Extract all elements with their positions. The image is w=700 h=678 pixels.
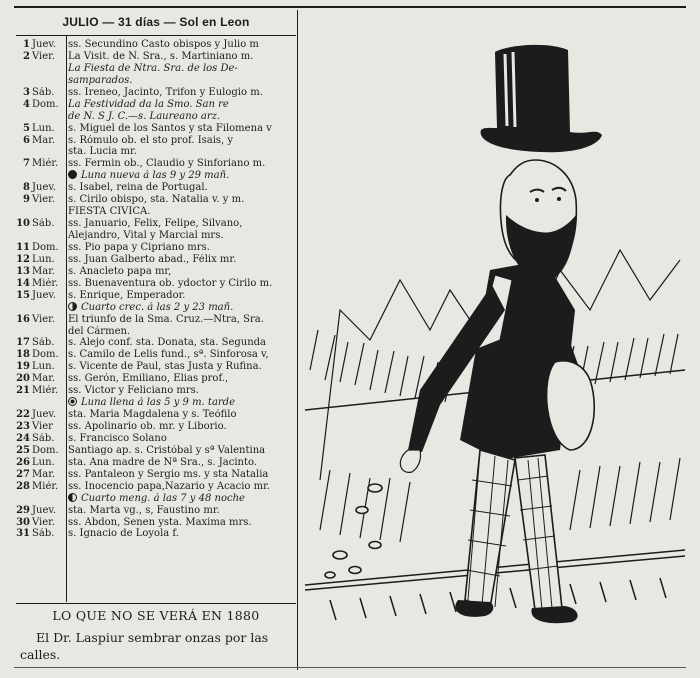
- weekday: Mar.: [32, 134, 56, 146]
- saints-entry: [66, 290, 296, 302]
- entry-text: ss. Fermin ob., Claudio y Sinforiano m.: [68, 158, 266, 170]
- day-number: 24: [16, 432, 30, 444]
- column-separator: [297, 10, 298, 670]
- saints-entry: [66, 397, 296, 409]
- entry-text: s. Isabel, reina de Portugal.: [68, 182, 208, 194]
- weekday: Miér.: [32, 158, 59, 170]
- weekday: [30, 230, 66, 242]
- saints-entry: [66, 87, 296, 99]
- day-number: 9: [23, 194, 30, 206]
- entry-text: La Visit. de N. Sra., s. Martiniano m.: [68, 50, 254, 62]
- entry-text: s. Vicente de Paul, stas Justa y Rufina.: [68, 361, 262, 373]
- entry-text: s. Enrique, Emperador.: [68, 289, 186, 301]
- entry-text: s. Cirilo obispo, sta. Natalia v. y m.: [68, 194, 245, 206]
- day-number: 6: [23, 134, 30, 146]
- weekday: Miér.: [32, 385, 59, 397]
- saints-entry: [66, 409, 296, 421]
- weekday: Miér.: [32, 480, 59, 492]
- entry-text: ss. Buenaventura ob. ydoctor y Cirilo m.: [68, 277, 273, 289]
- bottom-rule: [14, 667, 686, 668]
- day-number: 13: [16, 265, 30, 277]
- entry-text: Luna llena á las 5 y 9 m. tarde: [81, 397, 235, 409]
- entry-text: ss. Pio papa y Cipriano mrs.: [68, 241, 210, 253]
- saints-entry: [66, 218, 296, 230]
- saints-entry: [66, 445, 296, 457]
- day-number: 21: [16, 385, 30, 397]
- moon-phase-icon: [68, 170, 77, 179]
- saints-entry: [66, 158, 296, 170]
- weekday: [30, 63, 66, 75]
- weekday: Sáb.: [32, 86, 55, 98]
- day-number: 10: [16, 218, 30, 230]
- saints-entry: [66, 63, 296, 75]
- day-number: [16, 75, 30, 87]
- saints-entry: [66, 337, 296, 349]
- day-number: 27: [16, 468, 30, 480]
- day-number: 28: [16, 480, 30, 492]
- weekday: Sáb.: [32, 432, 55, 444]
- footer-title: LO QUE NO SE VERÁ EN 1880: [52, 608, 260, 623]
- entry-text: ss. Januario, Felix, Felipe, Silvano,: [68, 218, 243, 230]
- weekday: Vier.: [32, 194, 56, 206]
- saints-entry: [66, 349, 296, 361]
- saints-entry: [66, 421, 296, 433]
- entry-text: ss. Apolinario ob. mr. y Liborio.: [68, 421, 227, 432]
- calendar-row: [16, 445, 296, 457]
- day-number: 19: [16, 361, 30, 373]
- calendar-row: [16, 385, 296, 397]
- saints-entry: [66, 170, 296, 182]
- calendar-row: [16, 254, 296, 266]
- entry-text: del Cármen.: [68, 325, 131, 337]
- entry-text: samparados.: [68, 74, 133, 86]
- saints-entry: [66, 314, 296, 326]
- footer-rule: [16, 603, 296, 604]
- calendar-row: [16, 63, 296, 75]
- day-number: [16, 326, 30, 338]
- entry-text: s. Miguel de los Santos y sta Filomena v: [68, 122, 272, 134]
- entry-text: ss. Secundino Casto obispos y Julio m: [68, 39, 259, 50]
- saints-entry: [66, 326, 296, 338]
- weekday: Dom.: [32, 444, 59, 456]
- entry-text: sta. Marta vg., s, Faustino mr.: [68, 504, 220, 516]
- calendar-row: [16, 135, 296, 147]
- calendar-rows: [16, 39, 296, 540]
- entry-text: Cuarto crec. á las 2 y 23 mañ.: [81, 301, 234, 313]
- saints-entry: [66, 493, 296, 505]
- saints-entry: [66, 135, 296, 147]
- calendar-row: [16, 397, 296, 409]
- entry-text: Luna nueva á las 9 y 29 mañ.: [81, 170, 230, 182]
- saints-entry: [66, 517, 296, 529]
- calendar-row: [16, 421, 296, 433]
- entry-text: ss. Abdon, Senen ysta. Maxima mrs.: [68, 516, 252, 528]
- calendar-row: [16, 206, 296, 218]
- day-number: [16, 63, 30, 75]
- saints-entry: [66, 385, 296, 397]
- day-number: 25: [16, 444, 30, 456]
- day-number: 15: [16, 289, 30, 301]
- day-number: 22: [16, 409, 30, 421]
- day-number: 1: [23, 39, 30, 50]
- entry-text: s. Francisco Solano: [68, 432, 167, 444]
- saints-entry: [66, 457, 296, 469]
- weekday: [30, 326, 66, 338]
- gentleman-figure: [400, 45, 602, 623]
- day-number: 18: [16, 349, 30, 361]
- entry-text: ss. Ireneo, Jacinto, Trifon y Eulogio m.: [68, 86, 263, 98]
- caricature-illustration: [300, 10, 688, 665]
- saints-entry: [66, 182, 296, 194]
- moon-phase-icon: [68, 397, 77, 406]
- calendar-row: [16, 302, 296, 314]
- calendar-row: [16, 266, 296, 278]
- calendar-row: [16, 111, 296, 123]
- weekday: Sáb.: [32, 528, 55, 540]
- calendar-row: [16, 517, 296, 529]
- calendar-row: [16, 158, 296, 170]
- weekday: Sáb.: [32, 337, 55, 349]
- weekday: Vier.: [32, 50, 56, 62]
- saints-entry: [66, 481, 296, 493]
- weekday: Sáb.: [32, 218, 55, 230]
- saints-entry: [66, 528, 296, 540]
- weekday: Vier: [32, 421, 53, 432]
- weekday: [30, 206, 66, 218]
- day-number: 5: [23, 122, 30, 134]
- calendar-row: [16, 314, 296, 326]
- entry-text: s. Camilo de Lelis fund., sª. Sinforosa v,: [68, 349, 269, 361]
- weekday: Lun.: [32, 361, 55, 373]
- saints-entry: [66, 75, 296, 87]
- weekday: Mar.: [32, 373, 56, 385]
- day-number: 26: [16, 456, 30, 468]
- entry-text: ss. Gerón, Emiliano, Elias prof.,: [68, 373, 229, 385]
- entry-text: sta. Ana madre de Nª Sra., s. Jacinto.: [68, 456, 258, 468]
- day-number: 12: [16, 253, 30, 265]
- day-number: 3: [23, 86, 30, 98]
- calendar-row: [16, 99, 296, 111]
- calendar-row: [16, 170, 296, 182]
- weekday: [30, 111, 66, 123]
- entry-text: La Festividad da la Smo. San re: [68, 98, 229, 110]
- saints-entry: [66, 242, 296, 254]
- day-number: 7: [23, 158, 30, 170]
- entry-text: Alejandro, Vital y Marcial mrs.: [68, 230, 224, 241]
- saints-entry: [66, 361, 296, 373]
- day-number: 8: [23, 182, 30, 194]
- calendar-row: [16, 146, 296, 158]
- entry-text: ss. Juan Galberto abad., Félix mr.: [68, 253, 237, 265]
- day-number: [16, 230, 30, 242]
- calendar-row: [16, 326, 296, 338]
- weekday: [30, 397, 66, 409]
- calendar-row: [16, 51, 296, 63]
- saints-entry: [66, 433, 296, 445]
- saints-entry: [66, 111, 296, 123]
- weekday: Vier.: [32, 516, 56, 528]
- entry-text: Santiago ap. s. Cristóbal y sª Valentina: [68, 444, 266, 456]
- calendar-row: [16, 218, 296, 230]
- calendar-row: [16, 505, 296, 517]
- calendar-row: [16, 87, 296, 99]
- calendar-row: [16, 123, 296, 135]
- weekday: Lun.: [32, 456, 55, 468]
- calendar-row: [16, 39, 296, 51]
- calendar-row: [16, 182, 296, 194]
- calendar-row: [16, 528, 296, 540]
- day-number: [16, 397, 30, 409]
- saints-entry: [66, 146, 296, 158]
- entry-text: ss. Inocencio papa,Nazario y Acacio mr.: [68, 480, 270, 492]
- day-number: 14: [16, 277, 30, 289]
- day-number: [16, 493, 30, 505]
- weekday: Dom.: [32, 98, 59, 110]
- coins: [325, 484, 382, 578]
- saints-entry: [66, 302, 296, 314]
- weekday: Lun.: [32, 253, 55, 265]
- calendar-row: [16, 194, 296, 206]
- entry-text: Cuarto meng. á las 7 y 48 noche: [81, 492, 245, 504]
- calendar-row: [16, 242, 296, 254]
- day-number: 29: [16, 504, 30, 516]
- saints-entry: [66, 51, 296, 63]
- saints-entry: [66, 373, 296, 385]
- saints-entry: [66, 123, 296, 135]
- calendar-row: [16, 469, 296, 481]
- day-number: [16, 111, 30, 123]
- entry-text: s. Rómulo ob. el sto prof. Isais, y: [68, 134, 234, 146]
- day-number: 4: [23, 98, 30, 110]
- saints-entry: [66, 230, 296, 242]
- calendar-row: [16, 433, 296, 445]
- weekday: [30, 302, 66, 314]
- top-rule: [14, 6, 686, 8]
- entry-text: La Fiesta de Ntra. Sra. de los De-: [68, 62, 238, 74]
- saints-entry: [66, 194, 296, 206]
- moon-phase-icon: [68, 493, 77, 502]
- day-number: 2: [23, 50, 30, 62]
- entry-text: ss. Pantaleon y Sergio ms. y sta Natalia: [68, 468, 269, 480]
- saints-entry: [66, 206, 296, 218]
- saints-entry: [66, 505, 296, 517]
- entry-text: s. Ignacio de Loyola f.: [68, 528, 179, 540]
- saints-entry: [66, 39, 296, 51]
- entry-text: de N. S J. C.—s. Laureano arz.: [68, 110, 221, 122]
- day-number: 30: [16, 516, 30, 528]
- saints-entry: [66, 266, 296, 278]
- calendar-row: [16, 493, 296, 505]
- calendar-row: [16, 75, 296, 87]
- day-number: 31: [16, 528, 30, 540]
- entry-text: El triunfo de la Sma. Cruz.—Ntra, Sra.: [68, 313, 264, 325]
- entry-text: sta. Lucia mr.: [68, 146, 137, 158]
- weekday: Miér.: [32, 277, 59, 289]
- saints-entry: [66, 254, 296, 266]
- calendar-row: [16, 361, 296, 373]
- weekday: [30, 146, 66, 158]
- weekday: Dom.: [32, 241, 59, 253]
- calendar-header: JULIO — 31 días — Sol en Leon: [16, 10, 296, 36]
- weekday: [30, 170, 66, 182]
- entry-text: ss. Victor y Feliciano mrs.: [68, 385, 199, 397]
- day-number: 11: [16, 241, 30, 253]
- saints-entry: [66, 99, 296, 111]
- day-number: 17: [16, 337, 30, 349]
- day-number: 16: [16, 313, 30, 325]
- moon-phase-icon: [68, 302, 77, 311]
- weekday: Lun.: [32, 122, 55, 134]
- weekday: Vier.: [32, 313, 56, 325]
- weekday: Mar.: [32, 468, 56, 480]
- calendar-row: [16, 349, 296, 361]
- weekday: Juev.: [32, 409, 57, 421]
- entry-text: s. Alejo conf. sta. Donata, sta. Segunda: [68, 337, 267, 349]
- caricature-svg: [300, 10, 688, 665]
- calendar-row: [16, 290, 296, 302]
- saints-entry: [66, 469, 296, 481]
- calendar-row: [16, 278, 296, 290]
- day-number: [16, 170, 30, 182]
- weekday: Dom.: [32, 349, 59, 361]
- weekday: Juev.: [32, 182, 57, 194]
- calendar-row: [16, 337, 296, 349]
- day-number: [16, 146, 30, 158]
- weekday: Juev.: [32, 39, 57, 50]
- calendar-row: [16, 230, 296, 242]
- day-number: 23: [16, 421, 30, 432]
- saints-entry: [66, 278, 296, 290]
- weekday: Mar.: [32, 265, 56, 277]
- entry-text: FIESTA CIVICA.: [68, 206, 151, 218]
- day-number: [16, 206, 30, 218]
- calendar-row: [16, 457, 296, 469]
- calendar-row: [16, 373, 296, 385]
- calendar-row: [16, 409, 296, 421]
- day-number: [16, 302, 30, 314]
- calendar-row: [16, 481, 296, 493]
- weekday: Juev.: [32, 504, 57, 516]
- entry-text: sta. Maria Magdalena y s. Teófilo: [68, 409, 237, 421]
- day-number: 20: [16, 373, 30, 385]
- weekday: Juev.: [32, 289, 57, 301]
- weekday: [30, 75, 66, 87]
- weekday: [30, 493, 66, 505]
- footer-text: El Dr. Laspiur sembrar onzas por las calles.: [20, 630, 269, 662]
- calendar-column: [16, 10, 296, 665]
- entry-text: s. Anacleto papa mr,: [68, 265, 172, 277]
